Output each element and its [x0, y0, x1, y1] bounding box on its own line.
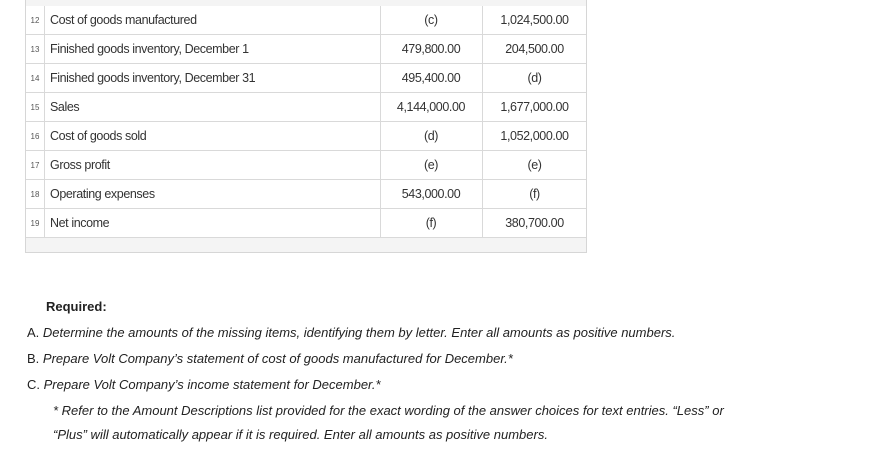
cell-company-1: (f) — [380, 209, 481, 237]
row-label: Operating expenses — [50, 187, 155, 201]
requirement-text: Prepare Volt Company’s statement of cost of goods manufactured for December.* — [42, 351, 513, 366]
table-row — [26, 64, 586, 93]
cell-company-1: 495,400.00 — [380, 64, 481, 92]
row-label: Net income — [50, 216, 110, 230]
cell-company-2: 1,677,000.00 — [482, 93, 586, 121]
row-number: 19 — [26, 209, 45, 237]
row-label: Finished goods inventory, December 1 — [50, 42, 249, 56]
cell-company-1: 543,000.00 — [380, 180, 481, 208]
row-number: 14 — [26, 64, 45, 92]
row-label: Cost of goods manufactured — [50, 13, 197, 27]
cell-company-2: 380,700.00 — [482, 209, 586, 237]
cell-company-1: (c) — [380, 6, 481, 34]
row-label: Sales — [50, 100, 80, 114]
row-number: 13 — [26, 35, 45, 63]
requirement-item-a — [27, 325, 675, 340]
row-label: Cost of goods sold — [50, 129, 147, 143]
footnote-line-2: “Plus” will automatically appear if it is required. Enter all amounts as positive numbers. — [53, 427, 548, 442]
cell-company-1: 479,800.00 — [380, 35, 481, 63]
requirement-letter: C. — [27, 377, 40, 392]
cell-company-2: (e) — [482, 151, 586, 179]
table-row — [26, 93, 586, 122]
requirement-letter: B. — [27, 351, 40, 366]
required-heading: Required: — [46, 299, 107, 314]
row-number: 18 — [26, 180, 45, 208]
cell-company-2: (d) — [482, 64, 586, 92]
table-row — [26, 151, 586, 180]
cell-company-2: 204,500.00 — [482, 35, 586, 63]
footnote-line-1: * Refer to the Amount Descriptions list provided for the exact wording of the answer choices for text entries. “Less” or — [53, 403, 724, 418]
row-number: 16 — [26, 122, 45, 150]
requirement-text: Prepare Volt Company’s income statement for December.* — [43, 377, 381, 392]
table-row — [26, 122, 586, 151]
cell-company-1: 4,144,000.00 — [380, 93, 481, 121]
row-number: 15 — [26, 93, 45, 121]
row-number: 12 — [26, 6, 45, 34]
requirement-item-b — [27, 351, 513, 366]
cell-company-1: (e) — [380, 151, 481, 179]
cell-company-2: 1,052,000.00 — [482, 122, 586, 150]
requirement-letter: A. — [27, 325, 40, 340]
row-label: Gross profit — [50, 158, 110, 172]
table-row — [26, 6, 586, 35]
table-row — [26, 35, 586, 64]
cell-company-2: (f) — [482, 180, 586, 208]
cell-company-1: (d) — [380, 122, 481, 150]
data-table — [25, 0, 587, 253]
table-row — [26, 209, 586, 238]
cell-company-2: 1,024,500.00 — [482, 6, 586, 34]
row-number: 17 — [26, 151, 45, 179]
table-row — [26, 180, 586, 209]
requirement-item-c — [27, 377, 381, 392]
requirement-text: Determine the amounts of the missing items, identifying them by letter. Enter all amounts as positive numbers. — [42, 325, 676, 340]
row-label: Finished goods inventory, December 31 — [50, 71, 256, 85]
